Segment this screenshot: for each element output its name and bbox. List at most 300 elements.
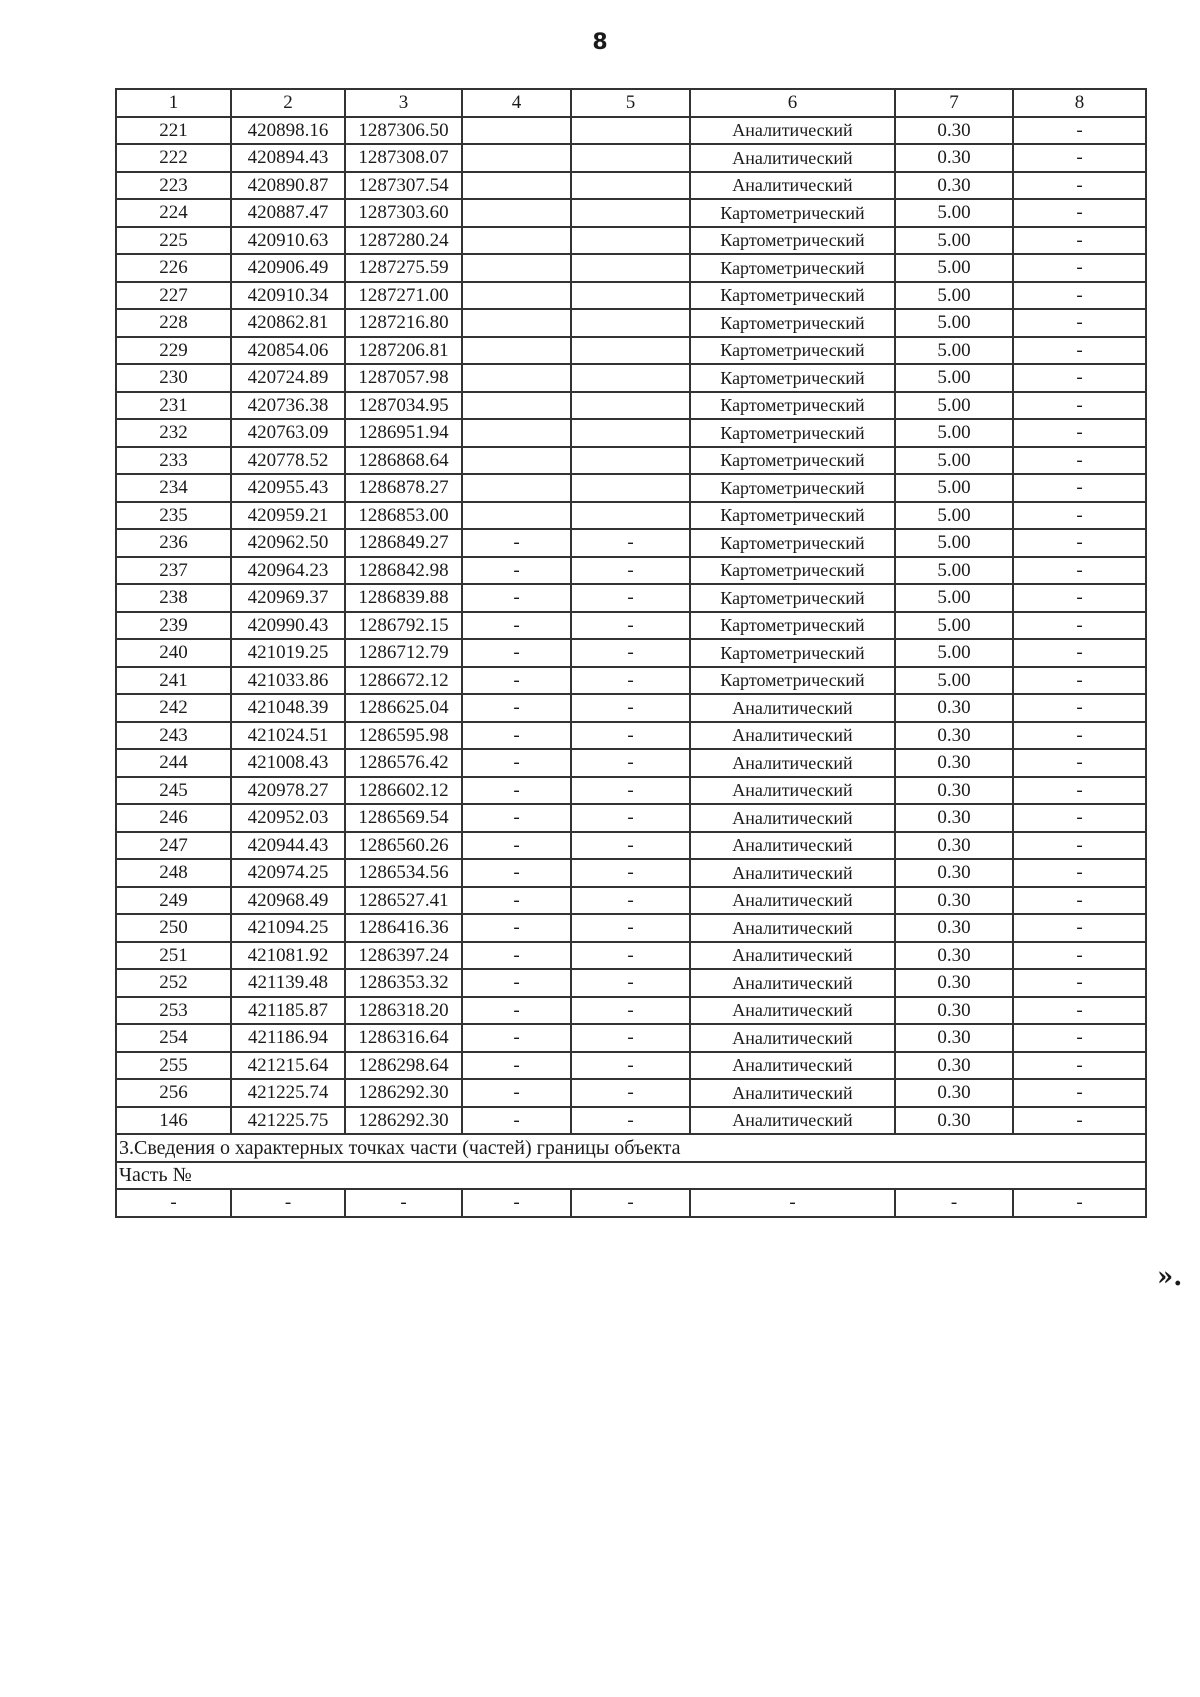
cell-col-7: 5.00 bbox=[895, 667, 1013, 695]
cell-col-7: 5.00 bbox=[895, 612, 1013, 640]
cell-col-3: 1286792.15 bbox=[345, 612, 462, 640]
cell-col-4 bbox=[462, 419, 571, 447]
cell-col-6: Аналитический bbox=[690, 832, 895, 860]
table-row bbox=[116, 1052, 1146, 1080]
cell-col-2: 420778.52 bbox=[231, 447, 345, 475]
cell-col-5: - bbox=[571, 1024, 690, 1052]
cell-col-6: Картометрический bbox=[690, 227, 895, 255]
cell-col-7: 5.00 bbox=[895, 227, 1013, 255]
cell-col-8: - bbox=[1013, 584, 1146, 612]
cell-col-8: - bbox=[1013, 914, 1146, 942]
cell-col-7: 0.30 bbox=[895, 144, 1013, 172]
table-row bbox=[116, 337, 1146, 365]
cell-col-5: - bbox=[571, 749, 690, 777]
cell-col-5 bbox=[571, 419, 690, 447]
cell-col-6: Аналитический bbox=[690, 694, 895, 722]
cell-col-2: 420990.43 bbox=[231, 612, 345, 640]
cell-col-1: 231 bbox=[116, 392, 231, 420]
cell-col-1: 226 bbox=[116, 254, 231, 282]
table-row bbox=[116, 749, 1146, 777]
cell-col-2: 421225.74 bbox=[231, 1079, 345, 1107]
cell-col-2: 420952.03 bbox=[231, 804, 345, 832]
cell-col-7: 0.30 bbox=[895, 1079, 1013, 1107]
cell-col-5: 5 bbox=[571, 89, 690, 117]
cell-col-2: 420724.89 bbox=[231, 364, 345, 392]
cell-col-2: 421215.64 bbox=[231, 1052, 345, 1080]
cell-col-4: - bbox=[462, 832, 571, 860]
cell-col-7: 0.30 bbox=[895, 969, 1013, 997]
cell-col-3: 1286316.64 bbox=[345, 1024, 462, 1052]
cell-col-6: Картометрический bbox=[690, 612, 895, 640]
cell-col-2: 420978.27 bbox=[231, 777, 345, 805]
cell-col-3: 1286595.98 bbox=[345, 722, 462, 750]
cell-col-3: 1286292.30 bbox=[345, 1079, 462, 1107]
cell-col-2: 420890.87 bbox=[231, 172, 345, 200]
cell-col-6: Аналитический bbox=[690, 997, 895, 1025]
cell-col-3: 1287206.81 bbox=[345, 337, 462, 365]
cell-col-6: Аналитический bbox=[690, 887, 895, 915]
cell-col-3: 1287306.50 bbox=[345, 117, 462, 145]
cell-col-7: 5.00 bbox=[895, 309, 1013, 337]
cell-col-3: 1286576.42 bbox=[345, 749, 462, 777]
table-header-row bbox=[116, 89, 1146, 117]
cell-col-5: - bbox=[571, 694, 690, 722]
cell-col-1: 235 bbox=[116, 502, 231, 530]
cell-col-2: 420763.09 bbox=[231, 419, 345, 447]
cell-col-3: 1287275.59 bbox=[345, 254, 462, 282]
cell-col-6: Картометрический bbox=[690, 392, 895, 420]
cell-col-5: - bbox=[571, 612, 690, 640]
cell-col-3: 1286602.12 bbox=[345, 777, 462, 805]
cell-col-6: Картометрический bbox=[690, 419, 895, 447]
cell-col-6: Аналитический bbox=[690, 1052, 895, 1080]
cell-col-6: Картометрический bbox=[690, 667, 895, 695]
cell-col-2: 420887.47 bbox=[231, 199, 345, 227]
cell-col-4: - bbox=[462, 1079, 571, 1107]
cell-col-5: - bbox=[571, 804, 690, 832]
cell-col-1: - bbox=[116, 1189, 231, 1217]
cell-col-5: - bbox=[571, 777, 690, 805]
cell-col-7: 5.00 bbox=[895, 392, 1013, 420]
cell-col-6: Картометрический bbox=[690, 474, 895, 502]
cell-col-6: Аналитический bbox=[690, 777, 895, 805]
cell-col-6: 6 bbox=[690, 89, 895, 117]
cell-col-5: - bbox=[571, 557, 690, 585]
table-row bbox=[116, 117, 1146, 145]
table-row bbox=[116, 804, 1146, 832]
cell-col-8: - bbox=[1013, 969, 1146, 997]
cell-col-5 bbox=[571, 392, 690, 420]
cell-col-6: - bbox=[690, 1189, 895, 1217]
cell-col-8: - bbox=[1013, 447, 1146, 475]
cell-col-6: Картометрический bbox=[690, 529, 895, 557]
table-row bbox=[116, 777, 1146, 805]
table-row bbox=[116, 557, 1146, 585]
cell-col-4: - bbox=[462, 887, 571, 915]
cell-col-7: 5.00 bbox=[895, 337, 1013, 365]
table-row bbox=[116, 584, 1146, 612]
cell-col-3: 1286672.12 bbox=[345, 667, 462, 695]
cell-col-5 bbox=[571, 117, 690, 145]
cell-col-4: - bbox=[462, 1052, 571, 1080]
table-row bbox=[116, 667, 1146, 695]
cell-col-4: - bbox=[462, 722, 571, 750]
cell-col-4: - bbox=[462, 804, 571, 832]
cell-col-4 bbox=[462, 364, 571, 392]
cell-col-4: 4 bbox=[462, 89, 571, 117]
cell-col-7: 5.00 bbox=[895, 447, 1013, 475]
cell-col-4: - bbox=[462, 694, 571, 722]
cell-col-6: Картометрический bbox=[690, 639, 895, 667]
table-row bbox=[116, 502, 1146, 530]
cell-col-8: - bbox=[1013, 749, 1146, 777]
table-row bbox=[116, 1079, 1146, 1107]
section-title-row bbox=[116, 1134, 1146, 1162]
table-row bbox=[116, 694, 1146, 722]
cell-col-2: 421139.48 bbox=[231, 969, 345, 997]
cell-col-1: 224 bbox=[116, 199, 231, 227]
cell-col-8: - bbox=[1013, 1107, 1146, 1135]
cell-col-8: - bbox=[1013, 639, 1146, 667]
cell-col-1: 247 bbox=[116, 832, 231, 860]
cell-col-2: 420962.50 bbox=[231, 529, 345, 557]
closing-quote: ». bbox=[1157, 1262, 1183, 1292]
cell-col-6: Аналитический bbox=[690, 1024, 895, 1052]
cell-col-7: 0.30 bbox=[895, 172, 1013, 200]
cell-col-3: 1286878.27 bbox=[345, 474, 462, 502]
cell-col-6: Картометрический bbox=[690, 364, 895, 392]
cell-col-4 bbox=[462, 337, 571, 365]
cell-col-8: - bbox=[1013, 364, 1146, 392]
cell-col-1: 245 bbox=[116, 777, 231, 805]
cell-col-7: 0.30 bbox=[895, 1024, 1013, 1052]
cell-col-7: 0.30 bbox=[895, 749, 1013, 777]
cell-col-2: 420854.06 bbox=[231, 337, 345, 365]
table-row bbox=[116, 859, 1146, 887]
cell-col-5: - bbox=[571, 914, 690, 942]
part-number-row-text: Часть № bbox=[116, 1162, 1146, 1190]
table-row bbox=[116, 1024, 1146, 1052]
cell-col-8: - bbox=[1013, 419, 1146, 447]
cell-col-2: 421225.75 bbox=[231, 1107, 345, 1135]
cell-col-7: 5.00 bbox=[895, 502, 1013, 530]
cell-col-5 bbox=[571, 282, 690, 310]
cell-col-2: 420955.43 bbox=[231, 474, 345, 502]
cell-col-6: Аналитический bbox=[690, 722, 895, 750]
cell-col-2: 421033.86 bbox=[231, 667, 345, 695]
cell-col-5 bbox=[571, 227, 690, 255]
cell-col-2: 421019.25 bbox=[231, 639, 345, 667]
cell-col-7: 7 bbox=[895, 89, 1013, 117]
cell-col-2: - bbox=[231, 1189, 345, 1217]
table-row bbox=[116, 309, 1146, 337]
cell-col-4 bbox=[462, 254, 571, 282]
table-row bbox=[116, 474, 1146, 502]
cell-col-1: 238 bbox=[116, 584, 231, 612]
cell-col-1: 244 bbox=[116, 749, 231, 777]
cell-col-3: 1287057.98 bbox=[345, 364, 462, 392]
cell-col-7: 0.30 bbox=[895, 997, 1013, 1025]
cell-col-8: - bbox=[1013, 227, 1146, 255]
cell-col-1: 254 bbox=[116, 1024, 231, 1052]
cell-col-3: 1287271.00 bbox=[345, 282, 462, 310]
cell-col-5: - bbox=[571, 859, 690, 887]
cell-col-8: - bbox=[1013, 172, 1146, 200]
cell-col-2: 420906.49 bbox=[231, 254, 345, 282]
cell-col-1: 223 bbox=[116, 172, 231, 200]
cell-col-6: Картометрический bbox=[690, 199, 895, 227]
cell-col-2: 2 bbox=[231, 89, 345, 117]
cell-col-7: 0.30 bbox=[895, 1107, 1013, 1135]
cell-col-4 bbox=[462, 144, 571, 172]
cell-col-5: - bbox=[571, 887, 690, 915]
cell-col-8: - bbox=[1013, 887, 1146, 915]
cell-col-1: 249 bbox=[116, 887, 231, 915]
table-row bbox=[116, 914, 1146, 942]
cell-col-2: 421186.94 bbox=[231, 1024, 345, 1052]
cell-col-7: 5.00 bbox=[895, 419, 1013, 447]
cell-col-3: 3 bbox=[345, 89, 462, 117]
cell-col-7: 0.30 bbox=[895, 694, 1013, 722]
cell-col-5: - bbox=[571, 667, 690, 695]
cell-col-1: 255 bbox=[116, 1052, 231, 1080]
cell-col-5 bbox=[571, 172, 690, 200]
cell-col-5: - bbox=[571, 942, 690, 970]
cell-col-8: - bbox=[1013, 282, 1146, 310]
cell-col-7: 5.00 bbox=[895, 557, 1013, 585]
cell-col-5 bbox=[571, 254, 690, 282]
cell-col-4: - bbox=[462, 969, 571, 997]
cell-col-8: - bbox=[1013, 1024, 1146, 1052]
cell-col-1: 222 bbox=[116, 144, 231, 172]
cell-col-4: - bbox=[462, 612, 571, 640]
cell-col-4: - bbox=[462, 1189, 571, 1217]
cell-col-4 bbox=[462, 282, 571, 310]
cell-col-8: - bbox=[1013, 199, 1146, 227]
cell-col-3: 1286853.00 bbox=[345, 502, 462, 530]
cell-col-8: - bbox=[1013, 832, 1146, 860]
cell-col-6: Аналитический bbox=[690, 1079, 895, 1107]
cell-col-1: 232 bbox=[116, 419, 231, 447]
cell-col-8: - bbox=[1013, 254, 1146, 282]
cell-col-1: 243 bbox=[116, 722, 231, 750]
cell-col-1: 227 bbox=[116, 282, 231, 310]
cell-col-3: 1286397.24 bbox=[345, 942, 462, 970]
cell-col-7: 0.30 bbox=[895, 1052, 1013, 1080]
cell-col-2: 420898.16 bbox=[231, 117, 345, 145]
table-row bbox=[116, 997, 1146, 1025]
cell-col-4: - bbox=[462, 914, 571, 942]
cell-col-7: 5.00 bbox=[895, 254, 1013, 282]
cell-col-6: Картометрический bbox=[690, 282, 895, 310]
cell-col-2: 420736.38 bbox=[231, 392, 345, 420]
cell-col-7: 5.00 bbox=[895, 474, 1013, 502]
cell-col-8: - bbox=[1013, 117, 1146, 145]
cell-col-1: 236 bbox=[116, 529, 231, 557]
cell-col-8: - bbox=[1013, 529, 1146, 557]
cell-col-2: 420968.49 bbox=[231, 887, 345, 915]
cell-col-1: 233 bbox=[116, 447, 231, 475]
cell-col-3: 1286569.54 bbox=[345, 804, 462, 832]
cell-col-7: 0.30 bbox=[895, 914, 1013, 942]
cell-col-5 bbox=[571, 364, 690, 392]
cell-col-2: 420964.23 bbox=[231, 557, 345, 585]
cell-col-8: - bbox=[1013, 997, 1146, 1025]
cell-col-2: 420969.37 bbox=[231, 584, 345, 612]
table-row bbox=[116, 612, 1146, 640]
cell-col-4: - bbox=[462, 1107, 571, 1135]
part-number-row bbox=[116, 1162, 1146, 1190]
cell-col-3: 1286527.41 bbox=[345, 887, 462, 915]
cell-col-3: 1286292.30 bbox=[345, 1107, 462, 1135]
cell-col-1: 251 bbox=[116, 942, 231, 970]
cell-col-3: 1287216.80 bbox=[345, 309, 462, 337]
cell-col-7: 0.30 bbox=[895, 804, 1013, 832]
cell-col-4 bbox=[462, 309, 571, 337]
cell-col-6: Аналитический bbox=[690, 969, 895, 997]
cell-col-3: 1287308.07 bbox=[345, 144, 462, 172]
cell-col-6: Картометрический bbox=[690, 447, 895, 475]
cell-col-8: - bbox=[1013, 557, 1146, 585]
cell-col-7: 0.30 bbox=[895, 832, 1013, 860]
table-body bbox=[116, 89, 1146, 1217]
cell-col-7: 5.00 bbox=[895, 529, 1013, 557]
cell-col-2: 420959.21 bbox=[231, 502, 345, 530]
cell-col-3: 1287280.24 bbox=[345, 227, 462, 255]
cell-col-8: - bbox=[1013, 1079, 1146, 1107]
cell-col-5: - bbox=[571, 1079, 690, 1107]
cell-col-1: 246 bbox=[116, 804, 231, 832]
cell-col-5: - bbox=[571, 1107, 690, 1135]
cell-col-8: - bbox=[1013, 667, 1146, 695]
coordinates-table bbox=[115, 88, 1147, 1218]
cell-col-5 bbox=[571, 474, 690, 502]
cell-col-1: 146 bbox=[116, 1107, 231, 1135]
cell-col-1: 237 bbox=[116, 557, 231, 585]
cell-col-4: - bbox=[462, 997, 571, 1025]
cell-col-1: 228 bbox=[116, 309, 231, 337]
cell-col-5: - bbox=[571, 969, 690, 997]
cell-col-8: - bbox=[1013, 859, 1146, 887]
cell-col-1: 252 bbox=[116, 969, 231, 997]
cell-col-6: Картометрический bbox=[690, 584, 895, 612]
cell-col-5: - bbox=[571, 584, 690, 612]
cell-col-7: 5.00 bbox=[895, 364, 1013, 392]
cell-col-7: 5.00 bbox=[895, 282, 1013, 310]
cell-col-1: 239 bbox=[116, 612, 231, 640]
cell-col-8: - bbox=[1013, 144, 1146, 172]
cell-col-1: 250 bbox=[116, 914, 231, 942]
table-row bbox=[116, 254, 1146, 282]
cell-col-7: 0.30 bbox=[895, 942, 1013, 970]
cell-col-3: 1286534.56 bbox=[345, 859, 462, 887]
cell-col-6: Аналитический bbox=[690, 749, 895, 777]
cell-col-4 bbox=[462, 447, 571, 475]
cell-col-8: - bbox=[1013, 804, 1146, 832]
cell-col-2: 421081.92 bbox=[231, 942, 345, 970]
cell-col-7: - bbox=[895, 1189, 1013, 1217]
table-row bbox=[116, 832, 1146, 860]
cell-col-5: - bbox=[571, 1189, 690, 1217]
cell-col-5: - bbox=[571, 639, 690, 667]
cell-col-2: 420974.25 bbox=[231, 859, 345, 887]
cell-col-8: - bbox=[1013, 392, 1146, 420]
table-row bbox=[116, 447, 1146, 475]
section-title-row-text: 3.Сведения о характерных точках части (частей) границы объекта bbox=[116, 1134, 1146, 1162]
cell-col-1: 221 bbox=[116, 117, 231, 145]
cell-col-5 bbox=[571, 337, 690, 365]
cell-col-4 bbox=[462, 474, 571, 502]
cell-col-6: Картометрический bbox=[690, 254, 895, 282]
cell-col-1: 1 bbox=[116, 89, 231, 117]
cell-col-8: 8 bbox=[1013, 89, 1146, 117]
cell-col-1: 234 bbox=[116, 474, 231, 502]
table-row bbox=[116, 969, 1146, 997]
cell-col-3: 1287034.95 bbox=[345, 392, 462, 420]
cell-col-2: 420944.43 bbox=[231, 832, 345, 860]
cell-col-7: 0.30 bbox=[895, 887, 1013, 915]
cell-col-6: Аналитический bbox=[690, 117, 895, 145]
table-row bbox=[116, 722, 1146, 750]
cell-col-5: - bbox=[571, 722, 690, 750]
empty-part-row bbox=[116, 1189, 1146, 1217]
table-row bbox=[116, 227, 1146, 255]
table-row bbox=[116, 1107, 1146, 1135]
cell-col-1: 225 bbox=[116, 227, 231, 255]
cell-col-3: 1286625.04 bbox=[345, 694, 462, 722]
cell-col-3: 1286868.64 bbox=[345, 447, 462, 475]
cell-col-4 bbox=[462, 117, 571, 145]
table-row bbox=[116, 172, 1146, 200]
cell-col-8: - bbox=[1013, 722, 1146, 750]
cell-col-5 bbox=[571, 447, 690, 475]
cell-col-3: 1287307.54 bbox=[345, 172, 462, 200]
cell-col-7: 5.00 bbox=[895, 199, 1013, 227]
cell-col-6: Аналитический bbox=[690, 144, 895, 172]
cell-col-3: 1287303.60 bbox=[345, 199, 462, 227]
cell-col-8: - bbox=[1013, 337, 1146, 365]
cell-col-5: - bbox=[571, 832, 690, 860]
cell-col-3: 1286951.94 bbox=[345, 419, 462, 447]
cell-col-3: 1286298.64 bbox=[345, 1052, 462, 1080]
cell-col-1: 229 bbox=[116, 337, 231, 365]
cell-col-6: Аналитический bbox=[690, 804, 895, 832]
cell-col-4: - bbox=[462, 859, 571, 887]
cell-col-5 bbox=[571, 502, 690, 530]
cell-col-5: - bbox=[571, 529, 690, 557]
cell-col-8: - bbox=[1013, 694, 1146, 722]
cell-col-4: - bbox=[462, 584, 571, 612]
cell-col-4: - bbox=[462, 557, 571, 585]
cell-col-8: - bbox=[1013, 942, 1146, 970]
cell-col-3: - bbox=[345, 1189, 462, 1217]
cell-col-7: 0.30 bbox=[895, 722, 1013, 750]
cell-col-6: Аналитический bbox=[690, 172, 895, 200]
table-row bbox=[116, 529, 1146, 557]
cell-col-8: - bbox=[1013, 502, 1146, 530]
cell-col-6: Аналитический bbox=[690, 859, 895, 887]
cell-col-5: - bbox=[571, 997, 690, 1025]
cell-col-8: - bbox=[1013, 1189, 1146, 1217]
cell-col-5 bbox=[571, 309, 690, 337]
cell-col-1: 230 bbox=[116, 364, 231, 392]
cell-col-3: 1286712.79 bbox=[345, 639, 462, 667]
cell-col-2: 421094.25 bbox=[231, 914, 345, 942]
cell-col-8: - bbox=[1013, 1052, 1146, 1080]
cell-col-6: Аналитический bbox=[690, 914, 895, 942]
cell-col-4: - bbox=[462, 942, 571, 970]
cell-col-7: 0.30 bbox=[895, 859, 1013, 887]
